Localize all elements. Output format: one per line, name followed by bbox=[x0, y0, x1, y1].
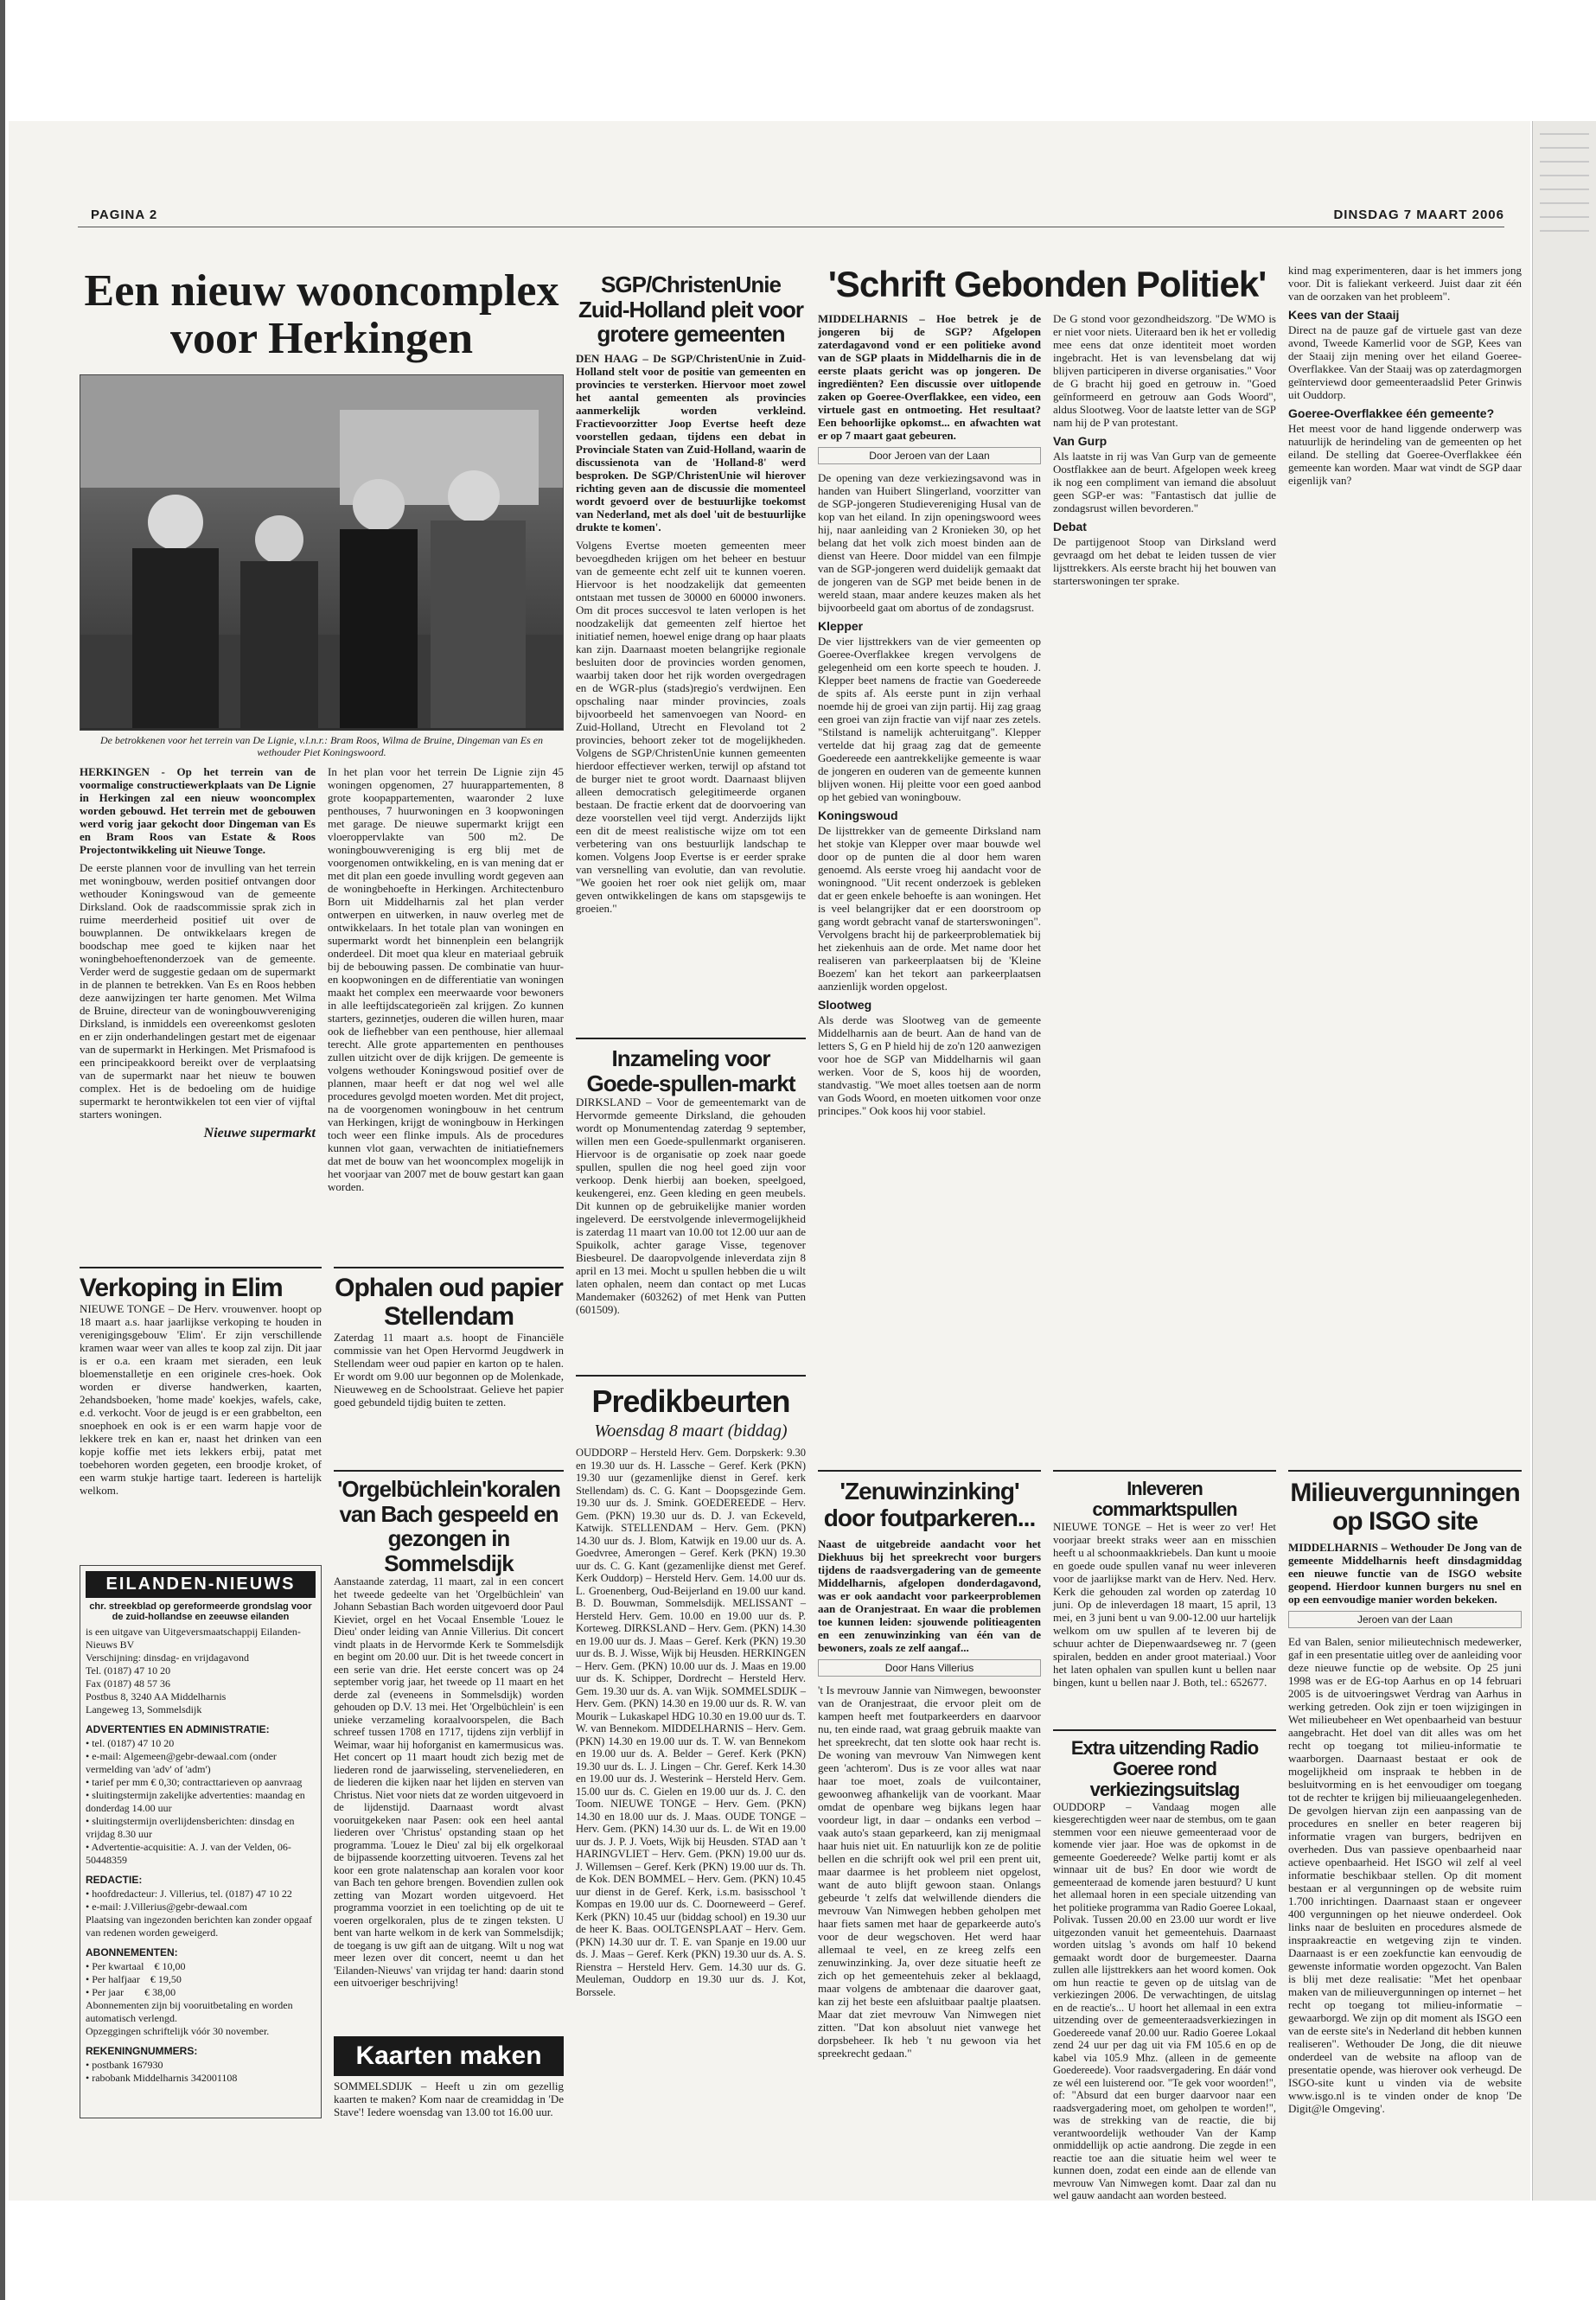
schrift-sub6: Kees van der Staaij bbox=[1288, 308, 1400, 322]
headline-verkoping: Verkoping in Elim bbox=[80, 1274, 283, 1302]
schrift-body2: De vier lijsttrekkers van de vier gemeenten op Goeree-Overflakkee kregen vervolgens de gelegenheid om een korte speech te houden. J. Klepper beet namens de fractie van Goedereede de spits af. Als eerste punt in zijn verhaal noemde hij de groei van zijn partij. Hij zag graag een groei van zijn fractie van vijf naar zes zetels. "Stilstand is namelijk achteruitgang". Klepper vertelde dat hij graag zag dat de gemeente Goedereede een aantrekkelijke gemeente is waar de jongeren en ouderen van de gemeente kunnen blijven wonen. Hij pleitte voor een goed aanbod op het gebied van woningbouw. bbox=[818, 635, 1041, 803]
imprint-line: Verschijning: dinsdag- en vrijdagavond bbox=[86, 1652, 249, 1664]
schrift-sub5: Debat bbox=[1053, 520, 1087, 533]
schrift-body4: Als derde was Slootweg van de gemeente Middelharnis aan de beurt. Aan de hand van de letters S, G en P hield hij de zo'n 120 aanwezigen voor hoe de SGP van Middelharnis wil gaan werken. Voor de S, koos hij de woorden, standvastig. "We moet alles toetsen aan de norm van Gods Woord, en moeten uitkomen voor onze principes." Ook koos hij voor stabiel. bbox=[818, 1013, 1041, 1117]
schrift-byline: Door Jeroen van der Laan bbox=[818, 447, 1041, 464]
imprint-red-line: • e-mail: J.Villerius@gebr-dewaal.com bbox=[86, 1901, 247, 1913]
article-verkoping bbox=[80, 1267, 322, 1554]
sgp-lead: DEN HAAG – De SGP/ChristenUnie in Zuid-Holland stelt voor de positie van gemeenten en provincies te versterken. Hiervoor moet zowel het aantal gemeenten als provincies aanmerkelijk worden verkleind. Fractievoorzitter Joop Evertse heeft deze voorstellen gedaan, tijdens een debat in Provinciale Staten van Zuid-Holland, waarin de discussienota van de 'Holland-8' werd besproken. De SGP/ChristenUnie wil hierover richting geven aan de discussie die momenteel wordt gevoerd over de bestuurlijke toekomst van Nederland, met als doel 'uit de bestuurlijke drukte te komen'. bbox=[576, 351, 806, 533]
schrift-body3: De lijsttrekker van de gemeente Dirksland nam het stokje van Klepper over maar bouwde wel door op de punten die al door hem waren genoemd. Als eerste vroeg hij aandacht voor de woningnood. "Uit recent onderzoek is gebleken dat er geen enkele behoefte is aan woningen. Het is veel belangrijker dat er een doorstroom op gang wordt gebracht vanaf de starterswoningen". Vervolgens bracht hij de parkeerproblematiek bij het ziekenhuis aan de orde. Met name door het realiseren van parkeerplaatsen bij de 'Kleine Boezem' kan het tekort aan parkeerplaatsen aanzienlijk worden opgelost. bbox=[818, 824, 1041, 993]
schrift-body5: De G stond voor gezondheidszorg. "De WMO is er niet voor niets. Uiteraard ben ik het er volledig mee eens dat onze identiteit moet worden ingebracht. Het is van levensbelang dat wij blijven participeren in diverse organisaties." Voor de G bracht hij goed en getrouw in. "Goed geïnformeerd en getrouw aan Gods Woord", aldus Slootweg. Voor de laatste letter van de SGP nam hij de P van protestant. bbox=[1053, 312, 1276, 429]
schrift-sub4: Van Gurp bbox=[1053, 434, 1108, 448]
article-wooncomplex bbox=[80, 268, 564, 1262]
imprint-tagline: chr. streekblad op gereformeerde grondslag voor de zuid-hollandse en zeeuwse eilanden bbox=[89, 1601, 312, 1622]
imprint-line: Tel. (0187) 47 10 20 bbox=[86, 1664, 171, 1677]
imprint-red-line: • hoofdredacteur: J. Villerius, tel. (0187) 47 10 22 bbox=[86, 1888, 292, 1900]
schrift-sub1: Klepper bbox=[818, 619, 864, 633]
orgel-body: Aanstaande zaterdag, 11 maart, zal in een concert het tweede gedeelte van het 'Orgelbüchlein' van Johann Sebastian Bach worden uitgevoerd door Paul Kieviet, orgel en het Vocaal Ensemble 'Louez le Dieu' onder leiding van Annie Villerius. Dit concert vindt plaats in de Hervormde Kerk te Sommelsdijk en begint om 20.00 uur. Dit is het tweede concert in een serie van drie. Het eerste concert was op 24 september vorig jaar, het tweede op 11 maart en het derde zal (eveneens in Sommelsdijk) worden gehouden op D.V. 13 mei. Het 'Orgelbüchlein' is een unieke verzameling koraalvoorspelen, die Bach schreef tussen 1708 en 1717, tijdens zijn verblijf in Weimar, waar hij hoforganist en kamermusicus was. Het concert op 11 maart houdt zich bezig met de liederen rond de jaarwisseling, sterveneliederen, en de liederen die kijken naar het lijden en sterven van Christus. Niet voor niets dat ze worden uitgevoerd in de lijdenstijd. Daarnaast wordt alvast vooruitgekeken naar Pasen: ook een heel aantal liederen over 'Christus' opstanding staan op het programma. 'Louez le Dieu' zal bij elk orgelkoraal de bijpassende koorzetting uitvoeren. Tevens zal het koor een grote nalatenschap aan koralen voor koor van Bach ten gehore brengen. Bovendien zullen ook zetting van Mozart worden uitgevoerd. Het programma voorziet in een toelichting op de uit te voeren orgelkoralen, plus de te zingen teksten. U bent van harte welkom in de kerk van Sommelsdijk; de toegang is uw gift aan de uitgang. Wilt u nog wat meer lezen over dit concert, neemt u dan het 'Eilanden-Nieuws' van vrijdag ter hand: daarin stond een uitvoeriger beschrijving! bbox=[334, 1575, 564, 1990]
headline-schrift: 'Schrift Gebonden Politiek' bbox=[827, 264, 1267, 304]
wooncomplex-columns bbox=[80, 765, 564, 1198]
page-number: PAGINA 2 bbox=[91, 208, 158, 222]
article-sgp bbox=[576, 272, 806, 1029]
headline-radio: Extra uitzending Radio Goeree rond verkiezingsuitslag bbox=[1070, 1737, 1259, 1801]
schrift-body9: Het meest voor de hand liggende onderwerp was natuurlijk de herindeling van de gemeenten op het eiland. De stelling dat Goeree-Overflakkee één gemeente kan worden. Maar wat vindt de SGP daar eigenlijk van? bbox=[1288, 422, 1522, 487]
imprint-red-heading: REDACTIE: bbox=[86, 1874, 143, 1886]
imprint-abo-line: Opzeggingen schriftelijk vóór 30 november. bbox=[86, 2025, 270, 2037]
headline-inleveren: Inleveren commarktspullen bbox=[1092, 1478, 1237, 1521]
headline-wooncomplex: Een nieuw wooncomplex voor Herkingen bbox=[84, 266, 559, 363]
imprint-adv-line: • sluitingstermijn overlijdensberichten: dinsdag en vrijdag 8.30 uur bbox=[86, 1815, 297, 1840]
imprint-adv-line: • sluitingstermijn zakelijke advertenties: maandag en donderdag 14.00 uur bbox=[86, 1789, 308, 1814]
schrift-sub3: Slootweg bbox=[818, 998, 872, 1012]
imprint-adv-line: • Advertentie-acquisitie: A. J. van der Velden, 06-50448359 bbox=[86, 1841, 291, 1866]
article-kaarten bbox=[334, 2036, 564, 2131]
zenuw-lead: Naast de uitgebreide aandacht voor het Diekhuus bij het spreekrecht voor burgers tijdens de raadsvergadering van de gemeente Middelharnis, afgelopen donderdagavond, was er ook aandacht voor parkeerproblemen aan de Oranjestraat. En waar die problemen toe kunnen leiden: sjouwende politieagenten en een zenuwinzinking van één van de bewoners, zoals ze zelf aangaf... bbox=[818, 1537, 1041, 1654]
imprint-abo-line: Abonnementen zijn bij vooruitbetaling en worden automatisch verlengd. bbox=[86, 1999, 296, 2024]
article-radio bbox=[1053, 1729, 1276, 2202]
article-schrift bbox=[818, 264, 1276, 1457]
schrift-sub2: Koningswoud bbox=[818, 808, 898, 822]
headline-ophalen: Ophalen oud papier Stellendam bbox=[335, 1274, 563, 1331]
schrift-body8: Direct na de pauze gaf de virtuele gast van deze avond, Tweede Kamerlid voor de SGP, Kees van der Staaij zijn mening over het eiland Goeree-Overflakkee. Van der Staaij was op zaterdagmorgen geïnterviewd door gemeenteraadslid Peter Grinwis uit Ouddorp. bbox=[1288, 323, 1522, 401]
photo-people-image bbox=[80, 375, 563, 728]
imprint-rek-heading: REKENINGNUMMERS: bbox=[86, 2045, 198, 2057]
imprint-title: EILANDEN-NIEUWS bbox=[86, 1571, 316, 1598]
imprint-adv-line: • tarief per mm € 0,30; contracttarieven op aanvraag bbox=[86, 1776, 303, 1788]
headline-zenuw: 'Zenuwinzinking' door foutparkeren... bbox=[823, 1478, 1036, 1531]
milieu-byline: Jeroen van der Laan bbox=[1288, 1611, 1522, 1628]
article-milieu bbox=[1288, 1470, 1522, 2146]
article-inzameling bbox=[576, 1038, 806, 1368]
schrift-body6: Als laatste in rij was Van Gurp van de gemeente Oostflakkee aan de beurt. Afgelopen week kreeg ik nog een compliment van iemand die absoluut geen SGP-er was: "Fantastisch dat jullie de zondagsrust willen bevorderen." bbox=[1053, 450, 1276, 514]
scan-left-edge bbox=[0, 0, 5, 2300]
predikbeurten-body: OUDDORP – Hersteld Herv. Gem. Dorpskerk: 9.30 en 19.30 uur ds. H. Lassche – Geref. Kerk (PKN) 19.30 uur (gezamenlijke dienst in Geref. kerk Stellendam) ds. C. G. Kant – Doopsgezinde Gem. 19.30 uur ds. J. Smink. GOEDEREEDE – Herv. Gem. (PKN) 19.30 uur ds. D. J. van Eckeveld, Katwijk. STELLENDAM – Herv. Gem. (PKN) 14.30 uur ds. J. Blom, Katwijk en 19.00 uur ds. A. Goedvree, Amerongen – Geref. Kerk (PKN) 19.30 uur ds. C. G. Kant (gezamenlijke dienst met Geref. Kerk Ouddorp) – Hersteld Herv. Gem. 14.00 uur ds. L. Groenenberg, Oud-Beijerland en 19.00 uur kand. B. D. Bouwman, Sommelsdijk. MELISSANT – Hersteld Herv. Gem. 10.00 en 19.00 uur ds. P. Korteweg. DIRKSLAND – Herv. Gem. (PKN) 14.30 en 19.00 uur ds. J. Maas – Geref. Kerk (PKN) 19.30 uur ds. B. J. Wisse, Wijk bij Heusden. HERKINGEN – Herv. Gem. (PKN) 10.00 uur ds. J. Maas en 19.00 uur ds. K. Schipper, Dordrecht – Hersteld Herv. Gem. 19.30 uur ds. A. van Wijk. SOMMELSDIJK – Herv. Gem. (PKN) 14.30 en 19.00 uur ds. R. W. van Mourik – Lukaskapel HDG 10.30 en 19.00 uur ds. T. W. van Bennekom. MIDDELHARNIS – Herv. Gem. (PKN) 14.30 en 19.00 uur ds. T. W. van Bennekom en 19.00 uur ds. A. Belder – Geref. Kerk (PKN) 19.30 uur ds. L. J. Lingen – Chr. Geref. Kerk 14.30 en 19.00 uur ds. J. Westerink – Hersteld Herv. Gem. 15.00 uur ds. C. Gielen en 19.00 uur ds. J. C. den Toom. NIEUWE TONGE – Herv. Gem. (PKN) 14.30 en 18.00 uur ds. J. Maas. OUDE TONGE – Herv. Gem. (PKN) 14.30 uur ds. L. de Wit en 19.00 uur ds. J. P. J. Voets, Wijk bij Heusden. STAD aan 't HARINGVLIET – Herv. Gem. (PKN) 19.00 uur ds. J. Willemsen – Geref. Kerk (PKN) 19.00 uur ds. Th. de Kok. DEN BOMMEL – Herv. Gem. (PKN) 10.45 uur dienst in de Geref. Kerk, i.s.m. basisschool 't Kompas en 19.00 uur ds. C. Doorneweerd – Geref. Kerk (PKN) 10.45 uur (biddag school) en 19.30 uur de heer K. Baas. OOLTGENSPLAAT – Herv. Gem. (PKN) 14.30 uur dr. T. E. van Spanje en 19.00 uur ds. J. Maas – Geref. Kerk (PKN) 19.30 uur ds. A. S. Rienstra – Hersteld Herv. Gem. 14.30 uur ds. G. Meuleman, Ouddorp en 19.30 uur ds. J. Kot, Borssele. bbox=[576, 1447, 806, 1998]
verkoping-body: NIEUWE TONGE – De Herv. vrouwenver. hoopt op 18 maart a.s. haar jaarlijkse verkoping te houden in verenigingsgebouw 'Elim'. Er zijn verschillende kramen waar weer van alles te koop zal zijn. Dit jaar is er o.a. een kraam met sieraden, een leuk bloemenstalletje en een originele cres-hoek. Ook worden er diverse handwerken, kaarten, 2ehandsboeken, 'home made' koekjes, wafels, cake, e.d. verkocht. Voor de jeugd is er een grabbelton, een snoephoek en ook is er een warm hapje voor de lekkere trek en kan er, naast het drinken van een kopje koffie met iets lekkers erbij, patat met toebehoren worden gegeten, een broodje kroket, of een warm stukje hartige taart. Iedereen is hartelijk welkom. bbox=[80, 1302, 322, 1497]
schrift-sub7: Goeree-Overflakkee één gemeente? bbox=[1288, 406, 1495, 420]
schrift-col2 bbox=[1053, 312, 1276, 1122]
predikbeurten-subtitle: Woensdag 8 maart (biddag) bbox=[594, 1422, 788, 1441]
imprint-line: is een uitgave van Uitgeversmaatschappij Eilanden-Nieuws BV bbox=[86, 1626, 301, 1651]
article-ophalen bbox=[334, 1267, 564, 1467]
schrift-partial-top: kind mag experimenteren, daar is het immers jong voor. Dit is faliekant verkeerd. Juist daar zit één van de oorzaken van het probleem". bbox=[1288, 264, 1522, 303]
headline-kaarten: Kaarten maken bbox=[334, 2036, 564, 2076]
wooncomplex-col2 bbox=[328, 765, 564, 1198]
schrift-lead: MIDDELHARNIS – Hoe betrek je de jongeren bij de SGP? Afgelopen zaterdagavond vond er een politieke avond van de SGP plaats in Middelharnis die in de eerste plaats gericht was op jongeren. De ingrediënten? Een discussie over uitlopende zaken op Goeree-Overflakkee, een video, een virtuele gast en ontmoeting. Het resultaat? Een behoorlijke opkomst... en afwachten wat er op 7 maart gaat gebeuren. bbox=[818, 312, 1041, 442]
schrift-col1 bbox=[818, 312, 1041, 1122]
imprint-adv-heading: ADVERTENTIES EN ADMINISTRATIE: bbox=[86, 1723, 270, 1735]
article-inleveren bbox=[1053, 1470, 1276, 1722]
ophalen-body: Zaterdag 11 maart a.s. hoopt de Financiële commissie van het Open Hervormd Jeugdwerk in Stellendam weer oud papier en karton op te halen. Er wordt om 9.00 uur begonnen op de Molenkade, Nieuweweg en de Schoolstraat. Gelieve het papier goed gebundeld tijdig buiten te zetten. bbox=[334, 1331, 564, 1409]
headline-predikbeurten: Predikbeurten bbox=[591, 1383, 790, 1419]
imprint-abo-line: • Per jaar € 38,00 bbox=[86, 1986, 176, 1998]
radio-body: OUDDORP – Vandaag mogen alle kiesgerechtigden weer naar de stembus, om te gaan stemmen voor een nieuwe gemeenteraad voor de komende vier jaar. Hoe was de opkomst in de gemeente Goedereede? Welke partij komt er als winnaar uit de bus? En door wie wordt de gemeenteraad de komende jaren bestuurd? U kunt het allemaal horen in een speciale uitzending van het politieke programma van Radio Goeree Lokaal, Polivak. Tussen 20.00 en 23.00 uur wordt er live uitgezonden vanuit het gemeentehuis. Daarnaast worden uitslag 's avonds om half 10 bekend gemaakt wordt door de burgemeester. Daarna zullen alle lijsttrekkers aan het woord komen. Ook om hun reactie te geven op de uitslag van de verkiezingen 2006. De verwachtingen, de uitslag en de reactie's... U hoort het allemaal in een extra uitzending over de gemeenteraadsverkiezingen in Goedereede vanaf 20.00 uur. Radio Goeree Lokaal zend 24 uur per dag uit via FM 105.6 en op de kabel via 105.9 Mhz. (alleen in de gemeente Goedereede). Voor raadsvergadering. En dáár vond ze wél een luisterend oor. "Te gek voor woorden!", of: "Absurd dat een burger daarvoor naar een raadsvergadering moet, om geholpen te worden!", was de strekking van de reactie, die bij verantwoordelijk wethouder Van der Kamp onmiddellijk op actie aandrong. Die zegde in een reactie toe aan die situatie heim wel weer te kunnen doen, zodat een einde aan de ellende van mevrouw Van Nimwegen komt. Daar zal dan nu wel gauw aandacht aan worden besteed. bbox=[1053, 1800, 1276, 2202]
article-orgel bbox=[334, 1470, 564, 2025]
inleveren-body: NIEUWE TONGE – Het is weer zo ver! Het voorjaar breekt straks weer aan en misschien heeft u al schoonmaakkriebels. Dan kunt u mooie en goede oude spullen vanaf nu weer inleveren voor de jaarlijkse markt van de Herv. Ned. Herv. Kerk die gehouden zal worden op zaterdag 10 juni. Op de inleverdagen 18 maart, 15 april, 13 mei, en 3 juni bent u van 9.00-12.00 uur hartelijk welkom om uw spullen af te leveren bij de schuur achter de Diepenwaardseweg nr. 7 (geen spiralen, bedden en ander groot materiaal.) Voor het laten ophalen van spullen kunt u bellen naar bingen, kunt u bellen naar J. Both, tel.: 652677. bbox=[1053, 1520, 1276, 1690]
schrift-columns bbox=[818, 312, 1276, 1122]
zenuw-byline: Door Hans Villerius bbox=[818, 1659, 1041, 1677]
imprint-abo-line: • Per kwartaal € 10,00 bbox=[86, 1960, 186, 1972]
imprint-adv-line: • tel. (0187) 47 10 20 bbox=[86, 1737, 175, 1749]
imprint-red-line: Plaatsing van ingezonden berichten kan zonder opgaaf van redenen worden geweigerd. bbox=[86, 1913, 315, 1939]
imprint-line: Postbus 8, 3240 AA Middelharnis bbox=[86, 1690, 227, 1703]
photo-wooncomplex bbox=[80, 374, 564, 731]
article-zenuw bbox=[818, 1470, 1041, 2146]
kaarten-body: SOMMELSDIJK – Heeft u zin om gezellig kaarten te maken? Kom naar de creamiddag in 'De Stave'! Iedere woensdag van 13.00 tot 16.00 uur. bbox=[334, 2080, 564, 2118]
schrift-body7: De partijgenoot Stoop van Dirksland werd gevraagd om het debat te leiden tussen de vier lijsttrekkers. Als eerste bracht hij het bouwen van starterswoningen ter sprake. bbox=[1053, 535, 1276, 587]
headline-orgel: 'Orgelbüchlein'koralen van Bach gespeeld en gezongen in Sommelsdijk bbox=[337, 1476, 560, 1576]
imprint-abo-heading: ABONNEMENTEN: bbox=[86, 1946, 178, 1958]
wooncomplex-subhead: Nieuwe supermarkt bbox=[203, 1126, 316, 1141]
adjacent-page-edge bbox=[1532, 121, 1596, 2201]
imprint-box bbox=[80, 1565, 322, 2118]
imprint-rek-line: • postbank 167930 bbox=[86, 2059, 163, 2071]
headline-sgp: SGP/ChristenUnie Zuid-Holland pleit voor grotere gemeenten bbox=[578, 272, 804, 348]
article-schrift-continued bbox=[1288, 264, 1522, 1457]
inzameling-body: DIRKSLAND – Voor de gemeentemarkt van de Hervormde gemeente Dirksland, die gehouden wordt op Monumentendag zaterdag 9 september, willen men een Goede-spullenmarkt organiseren. Hiervoor is de organisatie op zoek naar goede spullen, spullen die nog heel goed zijn voor verkoop. Denk hierbij aan boeken, speelgoed, keukengerei, enz. Geen kleding en geen meubels. Dit kunnen op de gebruikelijke manier worden ingeleverd. De eerstvolgende inlevermogelijkheid is zaterdag 11 maart van 10.00 tot 12.00 uur aan de Spuikolk, achter garage Visse, tegenover Biesbeurel. De daaropvolgende inleverdata zijn 8 april en 13 mei. Mocht u spullen hebben die u wilt laten ophalen, neem dan contact op met Lucas Mandemaker (603262) of met Henk van Putten (601509). bbox=[576, 1096, 806, 1317]
imprint-rek-line: • rabobank Middelharnis 342001108 bbox=[86, 2072, 238, 2084]
article-predikbeurten bbox=[576, 1375, 806, 2137]
schrift-body1: De opening van deze verkiezingsavond was in handen van Huibert Slingerland, voorzitter van de SGP-jongeren Studievereniging Husal van de kop van het eiland. In zijn openingswoord wees hij, naar aanleiding van 2 Kronieken 30, op het belang dat het volk zich moest binden aan de dienst van Heere. Door middel van een filmpje van de SGP-jongeren werd duidelijk gemaakt dat de jongeren van de SGP met beide benen in de wereld staan, maar andere keuzes maken als het bijvoorbeeld gaat om abortus of de zondagsrust. bbox=[818, 471, 1041, 614]
wooncomplex-col1 bbox=[80, 765, 316, 1198]
sgp-body: Volgens Evertse moeten gemeenten meer bevoegdheden krijgen om het beheer en bestuur van de gemeente echt zelf uit te kunnen voeren. Hiervoor is het noodzakelijk dat gemeenten ontstaan met tussen de 30000 en 60000 inwoners. Om dit proces succesvol te laten verlopen is het noodzakelijk dat gemeenten zelf hiertoe het initiatief nemen, hoewel enige drang op haar plaats kan zijn. Daarnaast moeten belangrijke regionale besluiten door de provincies worden genomen, waarbij taken door het rijk worden overgedragen en de WGR-plus (stads)regio's verdwijnen. Een opschaling naar minder provincies, zoals bijvoorbeeld het samenvoegen van Noord- en Zuid-Holland, Utrecht en Flevoland tot 2 provincies, behoort zeker tot de mogelijkheden. Volgens de SGP/ChristenUnie kunnen gemeenten hierdoor effectiever werken, terwijl op afstand tot de burger niet te groot wordt. Daarnaast blijven alleen democratisch gelegitimeerde organen bestaan. De fractie erkent dat de doorvoering van deze voorstellen veel tijd vergt. Anderzijds lijkt een dit de meest realistische wijze om tot een verbetering van ons bestuurlijk landschap te komen. Volgens Joop Evertse is er eerder sprake van versnelling van evolutie, dan van revolutie. "We gooien het roer ook niet gelijk om, maar geven ontwikkelingen de kans om stapsgewijs te groeien." bbox=[576, 538, 806, 915]
wooncomplex-lead: HERKINGEN - Op het terrein van de voormalige constructiewerkplaats van De Lignie in Herkingen zal een nieuw wooncomplex worden gebouwd. Het terrein met de gebouwen werd vorig jaar gekocht door Dingeman van Es en Bram Roos van Estate & Roos Projectontwikkeling uit Nieuwe Tonge. bbox=[80, 765, 316, 857]
milieu-lead: MIDDELHARNIS – Wethouder De Jong van de gemeente Middelharnis heeft dinsdagmiddag een nieuwe functie van de ISGO website geopend. Hierdoor kunnen burgers nu snel en op een eenvoudige manier worden bekeken. bbox=[1288, 1541, 1522, 1606]
newspaper-page bbox=[9, 121, 1530, 2201]
imprint-adv-line: • e-mail: Algemeen@gebr-dewaal.com (onder vermelding van 'adv' of 'adm') bbox=[86, 1750, 279, 1775]
wooncomplex-body1: De eerste plannen voor de invulling van het terrein met woningbouw, werden positief ontvangen door wethouder Koningswoud van de gemeente Dirksland. Ook de raadscommissie sprak zich in ruime meerderheid positief uit over de bouwplannen. De ontwikkelaars kregen de boodschap mee goed te kijken naar het woningbehoeftenonderzoek van de gemeente. Verder werd de suggestie gedaan om de supermarkt in de plannen te betrekken. Van Es en Roos hebben deze aanwijzingen ter harte genomen. Met Wilma de Bruine, directeur van de woningbouwvereniging Dirksland, is inmiddels een overeenkomst gesloten en er zijn onderhandelingen gestart met de eigenaar van de supermarkt in Herkingen. Met Prismafood is een principeakkoord bereikt over de verplaatsing van de supermarkt naar het nieuw te bouwen complex. Het is de bedoeling om de huidige supermarkt te herontwikkelen tot een vier of vijftal starters woningen. bbox=[80, 861, 316, 1121]
page-date: DINSDAG 7 MAART 2006 bbox=[1333, 208, 1504, 222]
wooncomplex-body2: In het plan voor het terrein De Lignie zijn 45 woningen opgenomen, 27 huurappartementen, 8 grote koopappartementen, waaronder 2 luxe penthouses, 7 huurwoningen en 3 koopwoningen met garage. De nieuwe supermarkt krijgt een vloeroppervlakte van 500 m2. De woningbouwvereniging is erg blij met de voorgenomen ontwikkeling, en is van mening dat er met dit plan een goede invulling wordt gegeven aan de woningbehoefte in Herkingen. Architectenburo Born uit Middelharnis zal het plan verder ontwerpen en uitwerken, in nauw overleg met de ontwikkelaars. In het totale plan van woningen en supermarkt wordt het binnenplein een belangrijk onderdeel. Dit moet qua kleur en materiaal gebruik bij de bebouwing passen. De combinatie van huur- en koopwoningen en de differentiatie van woningen maakt het complex een meerwaarde voor bewoners in alle leeftijdscategorieën zal krijgen. Zo kunnen starters, gezinnetjes, ouderen die willen huren, maar ook de liefhebber van een penthouse, hier allemaal terecht. Alle grote appartementen en penthouses zullen uitzicht over de dijk krijgen. De gemeente is volgens wethouder Koningswoud positief over de plannen, maar heeft er dat nog wel wel alle procedures gevolgd moeten worden. Met dit project, na de voorgenomen woningbouw in het centrum van Herkingen, krijgt de woningbouw in Herkingen toch weer een flinke impuls. Als de procedures kunnen vlot gaan, verwachten de initiatiefnemers dat met de bouw van het wooncomplex mogelijk in het voorjaar van 2007 met de bouw gestart kan gaan worden. bbox=[328, 765, 564, 1194]
photo-caption-wooncomplex: De betrokkenen voor het terrein van De Lignie, v.l.n.r.: Bram Roos, Wilma de Bruine, Dingeman van Es en wethouder Piet Koningswoord. bbox=[99, 734, 544, 759]
imprint-abo-line: • Per halfjaar € 19,50 bbox=[86, 1973, 182, 1985]
imprint-line: Langeweg 13, Sommelsdijk bbox=[86, 1703, 202, 1715]
milieu-body: Ed van Balen, senior milieutechnisch medewerker, gaf in een presentatie uitleg over de aanleiding voor deze nieuwe functie op de website. Op 25 juni 1998 was er de EG-top Aarhus en op 14 februari 2005 is de uitvoeringswet Verdrag van Aarhus in werking getreden. Ook zijn er toen wijzigingen in Wet milieubeheer en Wet openbaarheid van bestuur aangebracht. Het doel van dit alles was om het recht op toegang tot milieu-informatie te waarborgen. Daarnaast bestaat er ook de mogelijkheid om inspraak te hebben in de besluitvorming en is het eenvoudiger om toegang tot de rechter te krijgen bij milieuaangelegenheden. De gevolgen hiervan zijn een aanpassing van de procedures en sneller en beter reageren bij informatie vragen van burgers, bedrijven en overheden. Dus van passieve openbaarheid naar actieve openbaarheid. Het ISGO wil zelf al veel informatie beschikbaar stellen. Op dit moment bestaan er al vergunningen op de website ruim 1.700 inrichtingen. Daarnaast staan er ongeveer 400 vergunningen op het nieuwe onderdeel. Ook links naar de besluiten en procedures alsmede de inspraakreactie en wetgeving zijn te vinden. Daarnaast is er een zoekfunctie kan eenvoudig de gewenste informatie worden opgezocht. Van Balen is blij met deze realisatie: "Met het openbaar maken van de milieuvergunningen op internet – het recht op toegang tot milieu-informatie – gewaarborgd. We zijn op dit moment als ISGO een van de eerste site's in Nederland dit hebben kunnen realiseren". Wethouder De Jong, die dit nieuwe onderdeel van de website na afloop van de presentatie opende, was hierover ook verheugd. De ISGO-site kunt u vinden via de website www.isgo.nl is te vinden onder de knop 'De Digit@le Omgeving'. bbox=[1288, 1635, 1523, 2115]
headline-inzameling: Inzameling voor Goede-spullen-markt bbox=[586, 1045, 795, 1096]
zenuw-body: 't Is mevrouw Jannie van Nimwegen, bewoonster van de Oranjestraat, die ervoor pleit om de kampen heeft met foutparkeerders en daarvoor nu, ten einde raad, wat graag gebruik maakte van het spreekrecht, dat ten slotte ook haar recht is. De woning van mevrouw Van Nimwegen kent geen 'achterom'. Dus is ze voor alles wat naar haar toe moet, zoals de vuilcontainer, gewoonweg afhankelijk van de voorkant. Maar omdat de openbare weg bijkans legen haar voordeur ligt, in daar – ondanks een verbod – vaak auto's staan geparkeerd, kan zij menigmaal haar huis niet uit. En natuurlijk kon ze de politie bellen en die schrijft ook wel pril een prent uit, maar daarmee is het probleem niet opgelost, want de auto blijft gewoon staan. Onlangs gebeurde 't zelfs dat welwillende dienders die mevrouw Van Nimwegen hebben geholpen met haar fiets samen met haar de geparkeerde auto's voor de deur wegschoven. Het werd haar allemaal te veel, en ze kreeg zelfs een zenuwinzinking. Ja, over deze situatie heeft ze zich op het gemeentehuis zeker al beklaagd, maar volgens de ambtenaar die daarover gaat, kan zij het beste een afsluitbaar paaltje plaatsen. Maar dat ziet mevrouw Van Nimwegen niet zitten. "Dat kon absoluut niet vanwege het dorpsbeheer. Ik heb 't nu gewoon via het spreekrecht gedaan." bbox=[818, 1683, 1041, 2060]
imprint-line: Fax (0187) 48 57 36 bbox=[86, 1677, 170, 1690]
headline-milieu: Milieuvergunningen op ISGO site bbox=[1290, 1479, 1520, 1536]
